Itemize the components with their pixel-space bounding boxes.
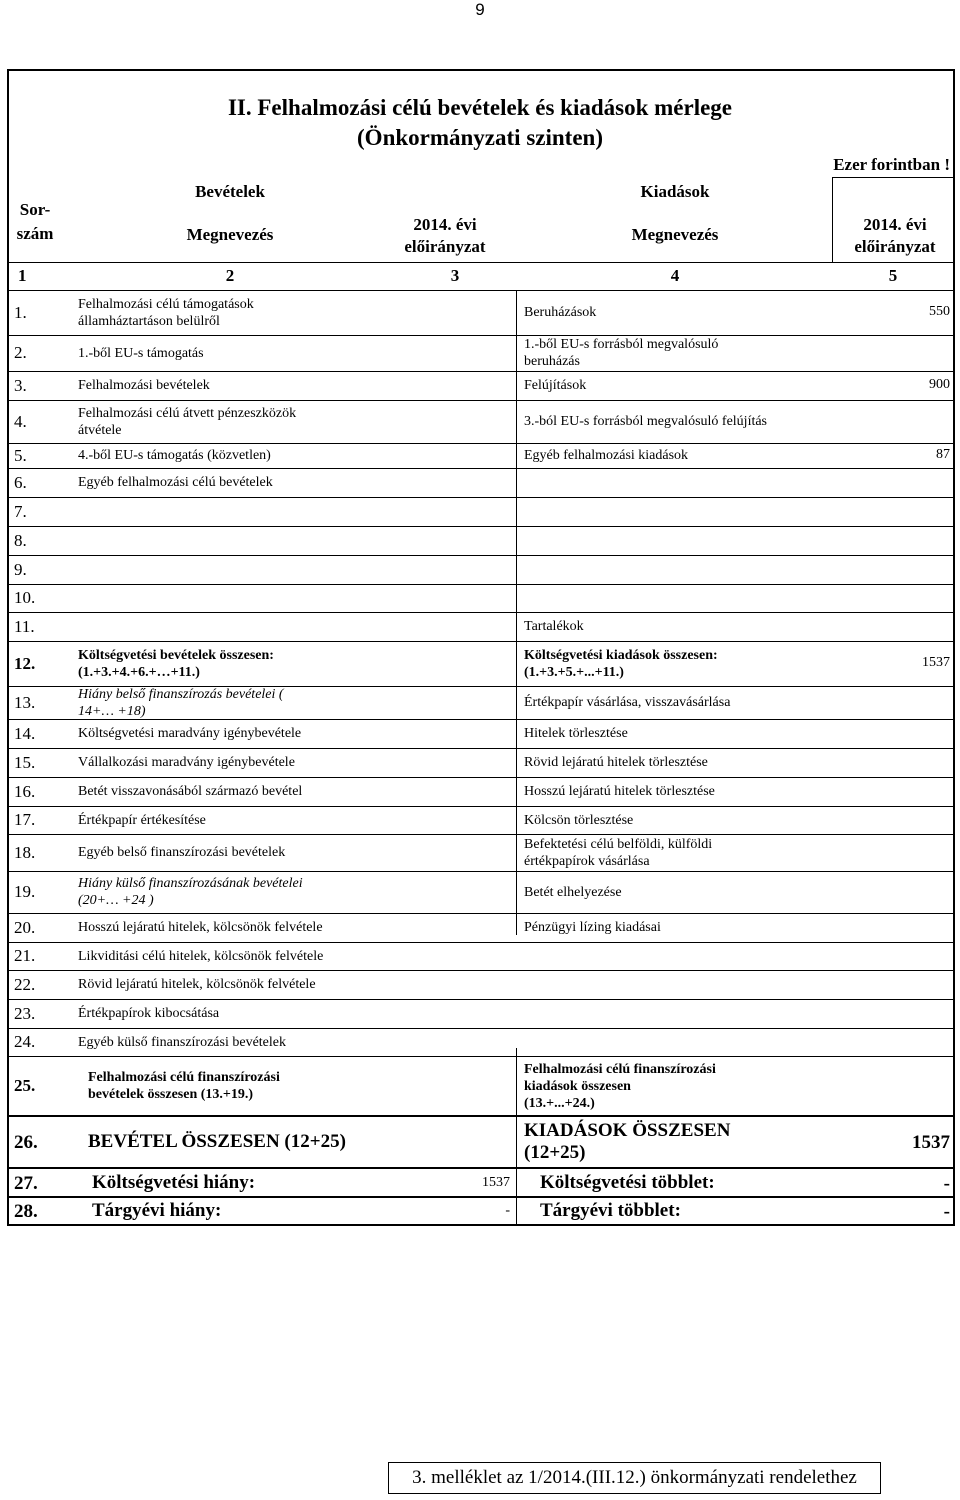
row-number: 23.: [14, 1003, 36, 1023]
row-number: 22.: [14, 974, 36, 994]
income-label: Hiány belső finanszírozás bevételei ( 14+… +18): [78, 686, 284, 719]
unit-label: Ezer forintban !: [833, 155, 950, 174]
income-label: Felhalmozási célú támogatások államháztartáson belülről: [78, 296, 254, 329]
expense-label: Felhalmozási célú finanszírozási kiadások összesen (13.+...+24.): [524, 1061, 716, 1111]
income-label: Hiány külső finanszírozásának bevételei (20+… +24 ): [78, 876, 303, 908]
income-label: Rövid lejáratú hitelek, kölcsönök felvétele: [78, 977, 316, 992]
expense-label: 3.-ból EU-s forrásból megvalósuló felújítás: [524, 414, 768, 429]
page-subtitle: (Önkormányzati szinten): [357, 125, 603, 150]
expense-label: Költségvetési többlet:: [540, 1171, 715, 1193]
income-label: Betét visszavonásából származó bevétel: [78, 784, 303, 799]
header-kiadasok: Kiadások: [640, 182, 710, 201]
row-number: 26.: [14, 1132, 38, 1153]
income-label: Költségvetési maradvány igénybevétele: [78, 726, 302, 741]
column-number: 3: [450, 266, 460, 285]
income-label: 4.-ből EU-s támogatás (közvetlen): [78, 448, 271, 463]
income-value: -: [505, 1203, 510, 1218]
income-label: Költségvetési bevételek összesen: (1.+3.+4.+6.+…+11.): [78, 647, 274, 680]
income-label: Likviditási célú hitelek, kölcsönök felvétele: [78, 948, 324, 964]
row-number: 21.: [14, 946, 36, 965]
expense-label: Hitelek törlesztése: [524, 726, 628, 741]
expense-label: Értékpapír vásárlása, visszavásárlása: [524, 695, 731, 710]
row-number: 7.: [14, 501, 27, 521]
page-number: 9: [475, 0, 485, 19]
row-number: 27.: [14, 1172, 38, 1194]
header-eloiranyzat-right: 2014. évi előirányzat: [854, 215, 936, 256]
row-number: 19.: [14, 882, 36, 901]
expense-label: Egyéb felhalmozási kiadások: [524, 448, 689, 463]
row-number: 20.: [14, 917, 36, 937]
expense-value: -: [943, 1201, 950, 1222]
row-number: 24.: [14, 1032, 36, 1051]
expense-label: Tárgyévi többlet:: [540, 1200, 681, 1221]
row-number: 28.: [14, 1201, 38, 1222]
income-label: Felhalmozási célú finanszírozási bevételek összesen (13.+19.): [88, 1070, 280, 1102]
row-number: 11.: [14, 616, 35, 636]
expense-label: Beruházások: [524, 305, 597, 320]
expense-label: Rövid lejáratú hitelek törlesztése: [524, 755, 708, 770]
row-number: 14.: [14, 723, 36, 743]
expense-value: 900: [929, 376, 950, 392]
expense-label: 1.-ből EU-s forrásból megvalósuló beruházás: [524, 337, 719, 369]
expense-label: Befektetési célú belföldi, külföldi értékpapírok vásárlása: [524, 836, 713, 869]
row-number: 8.: [14, 530, 27, 550]
income-label: Felhalmozási bevételek: [78, 378, 210, 393]
expense-label: Tartalékok: [524, 619, 584, 634]
expense-value: 1537: [922, 654, 950, 670]
income-label: Költségvetési hiány:: [92, 1171, 256, 1193]
expense-value: 87: [936, 446, 950, 462]
row-number: 10.: [14, 588, 36, 607]
header-megnevezes-left: Megnevezés: [186, 225, 274, 244]
expense-label: Pénzügyi lízing kiadásai: [524, 920, 661, 935]
income-label: Vállalkozási maradvány igénybevétele: [78, 755, 295, 770]
row-number: 6.: [14, 472, 27, 492]
header-sorszam: Sor- szám: [16, 200, 54, 243]
row-number: 15.: [14, 752, 36, 772]
row-number: 25.: [14, 1076, 36, 1095]
row-number: 18.: [14, 842, 36, 862]
row-number: 17.: [14, 810, 36, 829]
expense-value: 1537: [912, 1132, 950, 1153]
column-number: 5: [888, 266, 898, 285]
income-label: Értékpapírok kibocsátása: [78, 1006, 220, 1021]
header-megnevezes-right: Megnevezés: [631, 225, 719, 244]
expense-value: 550: [929, 303, 950, 319]
expense-label: KIADÁSOK ÖSSZESEN (12+25): [524, 1120, 731, 1163]
income-label: Tárgyévi hiány:: [92, 1200, 222, 1221]
row-number: 12.: [14, 653, 36, 673]
mid-divider-lower: [516, 1048, 517, 1225]
row-number: 9.: [14, 559, 27, 579]
row-number: 2.: [14, 343, 27, 362]
row-number: 5.: [14, 445, 27, 465]
column-number: 4: [670, 266, 680, 285]
row-number: 1.: [14, 302, 27, 322]
mid-divider: [516, 290, 517, 935]
income-value: 1537: [482, 1174, 510, 1190]
expense-label: Felújítások: [524, 378, 587, 393]
expense-value: -: [943, 1172, 950, 1194]
row-number: 16.: [14, 781, 36, 801]
income-label: Egyéb belső finanszírozási bevételek: [78, 845, 286, 860]
column-number: 1: [18, 266, 27, 285]
income-label: BEVÉTEL ÖSSZESEN (12+25): [88, 1131, 346, 1152]
header-eloiranyzat-left: 2014. évi előirányzat: [404, 215, 486, 256]
income-label: Értékpapír értékesítése: [78, 812, 206, 828]
income-label: Egyéb külső finanszírozási bevételek: [78, 1034, 286, 1050]
expense-label: Költségvetési kiadások összesen: (1.+3.+5.+...+11.): [524, 647, 718, 680]
row-number: 3.: [14, 375, 27, 395]
expense-label: Kölcsön törlesztése: [524, 812, 634, 828]
income-label: Egyéb felhalmozási célú bevételek: [78, 475, 273, 490]
income-label: 1.-ből EU-s támogatás: [78, 345, 204, 361]
page-title: II. Felhalmozási célú bevételek és kiadások mérlege: [227, 95, 732, 120]
header-bevetelek: Bevételek: [195, 182, 265, 201]
footer-note: 3. melléklet az 1/2014.(III.12.) önkormányzati rendelethez: [388, 1462, 881, 1494]
expense-label: Hosszú lejáratú hitelek törlesztése: [524, 784, 715, 799]
column-number: 2: [225, 266, 235, 285]
income-label: Hosszú lejáratú hitelek, kölcsönök felvétele: [78, 920, 323, 935]
income-label: Felhalmozási célú átvett pénzeszközök átvétele: [78, 405, 297, 438]
row-number: 4.: [14, 411, 27, 431]
row-number: 13.: [14, 692, 36, 712]
expense-label: Betét elhelyezése: [524, 884, 622, 900]
